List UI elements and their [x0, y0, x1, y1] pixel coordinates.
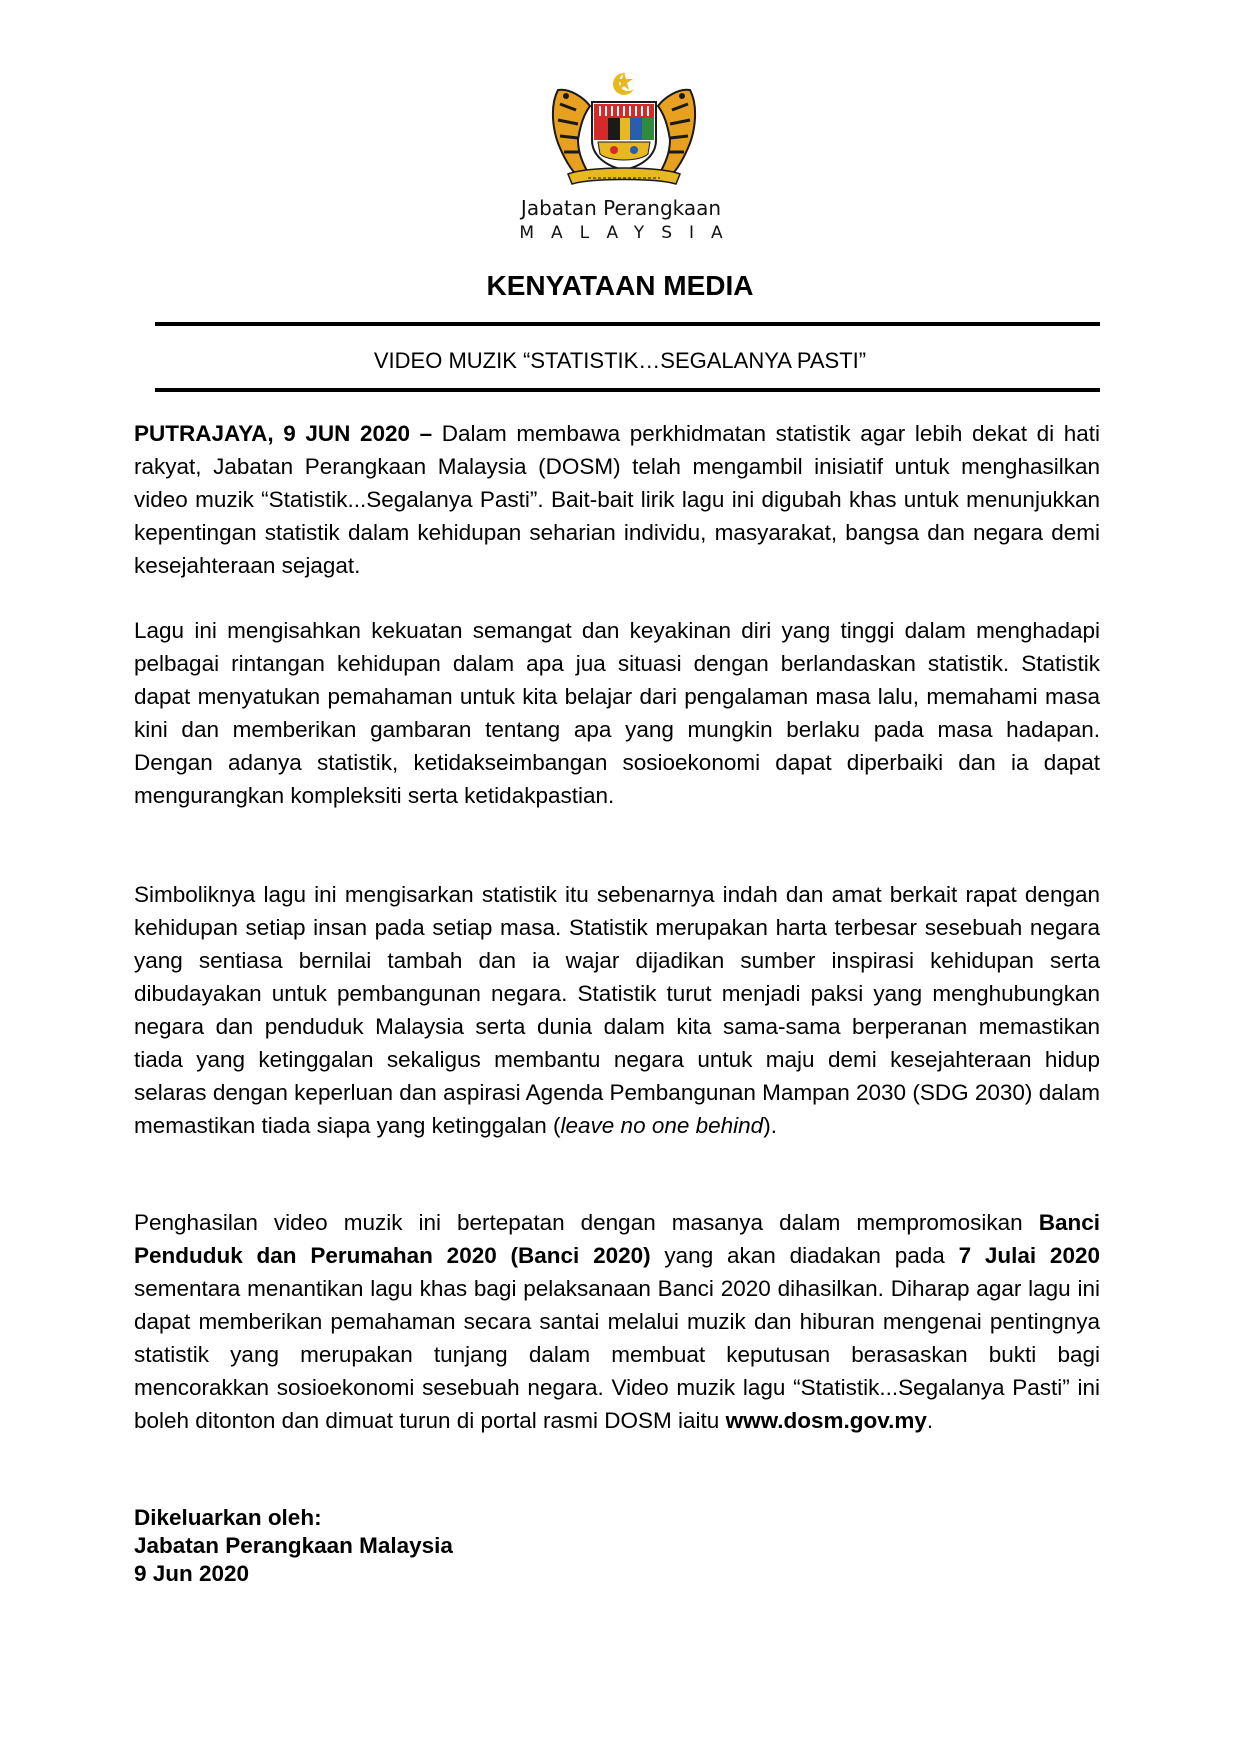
census-name: Banci Penduduk dan Perumahan 2020 (Banci 2020) — [134, 1210, 1100, 1268]
paragraph-3-text: Simboliknya lagu ini mengisarkan statistik itu sebenarnya indah dan amat berkait rapat dengan kehidupan setiap insan pada setiap masa. Statistik merupakan harta terbesar sesebuah negara yang sentiasa bernilai tambah dan ia wajar dijadikan sumber inspirasi kehidupan serta dibudayakan untuk pembangunan negara. Statistik turut menjadi paksi yang menghubungkan negara dan penduduk Malaysia serta dunia dalam kita sama-sama berperanan memastikan tiada yang ketinggalan sekaligus membantu negara untuk maju demi kesejahteraan hidup selaras dengan keperluan dan aspirasi Agenda Pembangunan Mampan 2030 (SDG 2030) dalam memastikan tiada siapa yang ketinggalan ( — [134, 882, 1100, 1138]
paragraph-4-end: . — [926, 1408, 934, 1433]
paragraph-1-text: Dalam membawa perkhidmatan statistik agar lebih dekat di hati rakyat, Jabatan Perangkaan Malaysia (DOSM) telah mengambil inisiatif untuk menghasilkan video muzik “Statistik...Segalanya Pasti”. Bait-bait lirik lagu ini digubah khas untuk menunjukkan kepentingan statistik dalam kehidupan seharian individu, masyarakat, bangsa dan negara demi kesejahteraan sejagat. — [134, 421, 1101, 578]
issuer-name: Jabatan Perangkaan Malaysia — [134, 1533, 453, 1558]
bottom-divider — [155, 388, 1100, 392]
issue-date: 9 Jun 2020 — [134, 1561, 250, 1586]
top-divider — [155, 322, 1100, 326]
portal-link[interactable]: www.dosm.gov.my — [725, 1408, 927, 1433]
paragraph-2: Lagu ini mengisahkan kekuatan semangat dan keyakinan diri yang tinggi dalam menghadapi pelbagai rintangan kehidupan dalam apa jua situasi dengan berlandaskan statistik. Statistik dapat menyatukan pemahaman untuk kita belajar dari pengalaman masa lalu, memahami masa kini dan memberikan gambaran tentang apa yang mungkin berlaku pada masa hadapan. Dengan adanya statistik, ketidakseimbangan sosioekonomi dapat diperbaiki dan ia dapat mengurangkan kompleksiti serta ketidakpastian. — [134, 618, 1100, 808]
italic-phrase: leave no one behind — [560, 1113, 764, 1138]
dateline: PUTRAJAYA, 9 JUN 2020 – — [134, 421, 433, 446]
issuer-block — [134, 1504, 453, 1588]
paragraph-4-text-1: Penghasilan video muzik ini bertepatan dengan masanya dalam mempromosikan — [134, 1210, 1039, 1235]
malaysia-coat-of-arms-icon — [548, 70, 700, 190]
issuer-label: Dikeluarkan oleh: — [134, 1505, 322, 1530]
organization-name: Jabatan Perangkaan — [520, 196, 722, 220]
paragraph-4 — [134, 1206, 1100, 1437]
document-subject: VIDEO MUZIK “STATISTIK…SEGALANYA PASTI” — [373, 348, 867, 373]
paragraph-1 — [134, 417, 1100, 582]
paragraph-4-text-2: yang akan diadakan pada — [650, 1243, 959, 1268]
paragraph-4-text-3: sementara menantikan lagu khas bagi pelaksanaan Banci 2020 dihasilkan. Diharap agar lagu ini dapat memberikan pemahaman secara santai melalui muzik dan hiburan mengenai pentingnya statistik yang merupakan tunjang dalam membuat keputusan berasaskan bukti bagi mencorakkan sosioekonomi sesebuah negara. Video muzik lagu “Statistik...Segalanya Pasti” ini boleh ditonton dan dimuat turun di portal rasmi DOSM iaitu — [134, 1276, 1100, 1433]
organization-country: MALAYSIA — [519, 223, 740, 243]
paragraph-3 — [134, 878, 1100, 1142]
document-type-heading: KENYATAAN MEDIA — [486, 270, 754, 301]
census-date: 7 Julai 2020 — [958, 1243, 1100, 1268]
paragraph-3-end: ). — [763, 1113, 777, 1138]
